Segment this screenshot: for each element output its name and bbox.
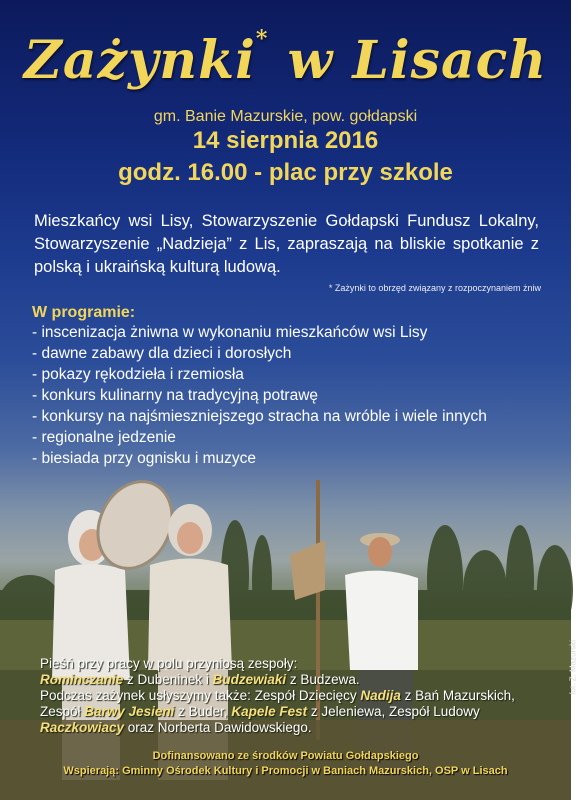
title-main: Zażynki xyxy=(23,30,256,91)
funding-note: Dofinansowano ze środków Powiatu Gołdapskiego xyxy=(152,750,419,762)
group-name: Budzewiaki xyxy=(212,672,287,687)
performers-line-2 xyxy=(40,672,550,688)
performers-text-part: oraz Norberta Dawidowskiego. xyxy=(124,720,312,735)
event-time-place: godz. 16.00 - plac przy szkole xyxy=(118,159,453,186)
poster-subtitle: gm. Banie Mazurskie, pow. gołdapski xyxy=(153,108,418,125)
program-item: - konkursy na najśmieszniejszego stracha na wróble i wiele innych xyxy=(32,408,487,425)
group-name: Raczkowiacy xyxy=(40,720,125,735)
program-item: - regionalne jedzenie xyxy=(32,429,176,446)
performers-text-part: Podczas zażynek usłyszymy także: Zespół Dziecięcy xyxy=(40,688,361,703)
performers-line-3 xyxy=(40,688,550,736)
title-marker: * xyxy=(255,26,269,52)
photo-credit: fot. Z. Mazurski xyxy=(569,640,578,695)
program-item: - inscenizacja żniwna w wykonaniu mieszkańców wsi Lisy xyxy=(32,324,428,341)
title-rest: w Lisach xyxy=(268,30,548,91)
program-item: - pokazy rękodzieła i rzemiosła xyxy=(32,366,244,383)
performers-text-part: z Buder, xyxy=(174,704,232,719)
program-item: - dawne zabawy dla dzieci i dorosłych xyxy=(32,345,292,362)
group-name: Barwy Jesieni xyxy=(84,704,175,719)
group-name: Nadija xyxy=(360,688,401,703)
group-name: Kapele Fest xyxy=(231,704,308,719)
performers-text xyxy=(40,656,550,736)
program-list xyxy=(32,322,487,469)
event-date: 14 sierpnia 2016 xyxy=(192,127,379,154)
support-note: Wspierają: Gminny Ośrodek Kultury i Promocji w Baniach Mazurskich, OSP w Lisach xyxy=(63,765,508,777)
performers-text-part: z Budzewa. xyxy=(286,672,360,687)
invitation-text: Mieszkańcy wsi Lisy, Stowarzyszenie Gołdapski Fundusz Lokalny, Stowarzyszenie „Nadzieja” z Lis, zapraszają na bliskie spotkanie z polską i ukraińską kulturą ludową. xyxy=(34,212,539,276)
group-name: Rominczanie xyxy=(40,672,124,687)
program-item: - biesiada przy ognisku i muzyce xyxy=(32,450,256,467)
performers-text-part: z Bań Mazurskich, Zespół xyxy=(40,688,515,719)
program-heading: W programie: xyxy=(32,304,136,321)
photo-harvest-scene xyxy=(0,440,571,800)
footnote: * Zażynki to obrzęd związany z rozpoczynaniem żniw xyxy=(328,283,541,293)
performers-text-part: z Dubeninek i xyxy=(123,672,213,687)
performers-text-part: z Jeleniewa, Zespół Ludowy xyxy=(307,704,480,719)
performers-line-1: Pieśń przy pracy w polu przyniosą zespoły: xyxy=(40,656,298,671)
program-item: - konkurs kulinarny na tradycyjną potrawę xyxy=(32,387,319,404)
poster-title xyxy=(0,26,571,91)
